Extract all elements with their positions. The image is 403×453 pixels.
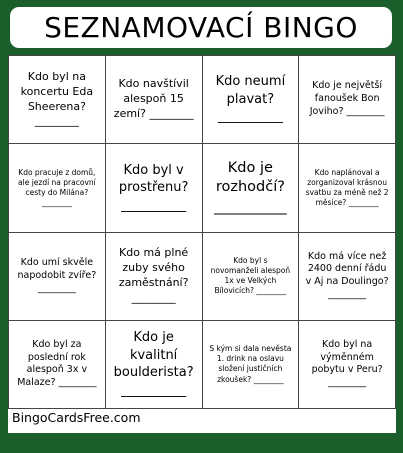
cell-text: Kdo byl za poslední rok alespoň 3x v Malaze? ________: [17, 338, 97, 389]
cell-text: Kdo byl v prostřenu? __________: [118, 162, 189, 213]
cell-text: S kým si dala nevěsta 1. drink na oslavu složení justičních zkoušek? ________: [209, 344, 292, 384]
title-banner: [9, 6, 393, 49]
bingo-cell[interactable]: [106, 56, 203, 144]
bingo-cell[interactable]: [9, 321, 106, 409]
cell-text: Kdo byl na koncertu Eda Sheerena? ________: [20, 69, 94, 128]
bingo-grid: [8, 55, 396, 409]
bingo-cell[interactable]: [299, 321, 396, 409]
cell-text: Kdo je největší fanoušek Bon Joviho? ________: [309, 80, 385, 118]
bingo-cell[interactable]: [299, 233, 396, 321]
bingo-cell[interactable]: [299, 56, 396, 144]
cell-text: Kdo je rozhodčí? __________: [214, 159, 287, 215]
bingo-cell[interactable]: [106, 321, 203, 409]
cell-text: Kdo navštívil alespoň 15 zemí? ________: [113, 77, 194, 121]
cell-text: Kdo neumí plavat? __________: [215, 74, 286, 125]
bingo-cell[interactable]: [203, 233, 300, 321]
cell-text: Kdo má více než 2400 denní řádu v Aj na Doulingo? ________: [305, 250, 389, 300]
cell-text: Kdo naplánoval a zorganizoval krásnou svatbu za méně než 2 měsíce? ________: [305, 167, 389, 207]
bingo-cell[interactable]: [203, 56, 300, 144]
cell-text: Kdo umí skvěle napodobit zvíře? ________: [17, 256, 97, 294]
bingo-card: [8, 55, 396, 433]
cell-text: Kdo byl s novomanželi alespoň 1x ve Velkých Bílovicích? ________: [210, 255, 291, 296]
cell-text: Kdo je kvalitní boulderista? __________: [113, 330, 194, 398]
bingo-cell[interactable]: [9, 144, 106, 232]
bingo-cell[interactable]: [9, 233, 106, 321]
footer-credit: BingoCardsFree.com: [12, 410, 141, 425]
bingo-cell[interactable]: [299, 144, 396, 232]
bingo-cell[interactable]: [106, 233, 203, 321]
bingo-cell[interactable]: [203, 321, 300, 409]
cell-text: Kdo má plné zuby svého zaměstnání? ________: [118, 246, 189, 304]
bingo-cell[interactable]: [9, 56, 106, 144]
cell-text: Kdo byl na výměnném pobytu v Peru? ________: [311, 338, 383, 389]
bingo-cell[interactable]: [106, 144, 203, 232]
page-title: SEZNAMOVACÍ BINGO: [44, 11, 358, 44]
bingo-cell[interactable]: [203, 144, 300, 232]
cell-text: Kdo pracuje z domů, ale jezdí na pracovní cesty do Milána? ________: [18, 167, 96, 207]
